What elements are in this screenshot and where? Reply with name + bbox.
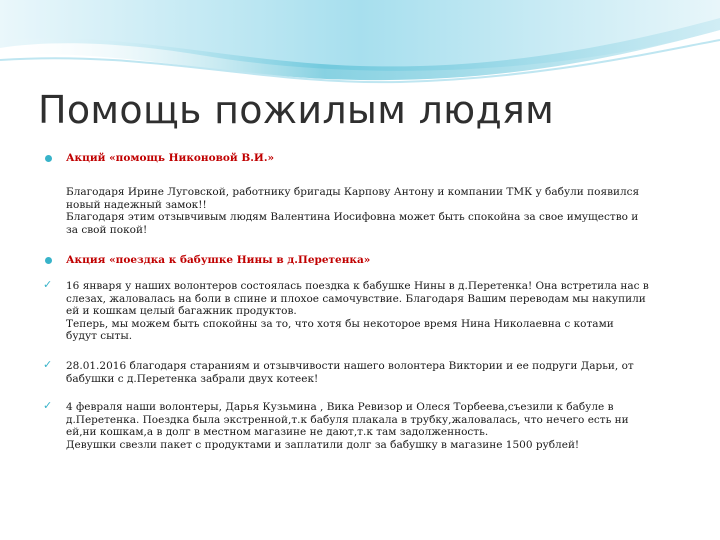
bullet-heading [42, 254, 692, 266]
text-line: д.Перетенка. Поездка была экстренной,т.к бабуля плакала в трубку,жаловалась, что нечего есть ни [66, 413, 629, 426]
text-line: бабушки с д.Перетенка забрали двух котеек! [66, 372, 319, 385]
bullet-heading [42, 152, 692, 164]
text-line: Благодаря Ирине Луговской, работнику бригады Карпову Антону и компании ТМК у бабули появился [66, 186, 640, 199]
slide-content [42, 152, 692, 451]
page-title: Помощь пожилым людям [38, 88, 555, 132]
checkmark-icon: ✓ [43, 278, 53, 292]
text-line: новый надежный замок!! [66, 198, 207, 211]
checklist-item [42, 360, 692, 385]
text-line: 4 февраля наши волонтеры, Дарья Кузьмина , Вика Ревизор и Олеся Торбеева,съезили к бабуле в [66, 401, 614, 414]
heading-text: Акция «поездка к бабушке Нины в д.Перетенка» [66, 254, 371, 267]
text-line: за свой покой! [66, 223, 148, 236]
text-line: ей,ни кошкам,а в долг в местном магазине не дают,т.к там задолженность. [66, 426, 489, 439]
text-line: Благодаря этим отзывчивым людям Валентина Иосифовна может быть спокойна за свое имущество и [66, 211, 639, 224]
decorative-wave-banner [0, 0, 720, 95]
paragraph [42, 186, 692, 236]
bullet-dot-icon [45, 257, 52, 264]
bullet-dot-icon [45, 155, 52, 162]
text-line: 16 января у наших волонтеров состоялась поездка к бабушке Нины в д.Перетенка! Она встретила нас в [66, 280, 649, 293]
text-line: будут сыты. [66, 330, 133, 343]
heading-text: Акций «помощь Никоновой В.И.» [66, 152, 275, 164]
checkmark-icon: ✓ [43, 358, 53, 372]
checkmark-icon: ✓ [43, 399, 53, 413]
text-line: Теперь, мы можем быть спокойны за то, что хотя бы некоторое время Нина Николаевна с котами [66, 317, 614, 330]
text-line: ей и кошкам целый багажник продуктов. [66, 305, 297, 318]
text-line: слезах, жаловалась на боли в спине и плохое самочувствие. Благодаря Вашим переводам мы накупили [66, 292, 646, 305]
checklist-item [42, 401, 692, 451]
text-line: Девушки свезли пакет с продуктами и заплатили долг за бабушку в магазине 1500 рублей! [66, 438, 580, 451]
checklist-item [42, 280, 692, 342]
text-line: 28.01.2016 благодаря стараниям и отзывчивости нашего волонтера Виктории и ее подруги Дарьи, от [66, 360, 634, 373]
